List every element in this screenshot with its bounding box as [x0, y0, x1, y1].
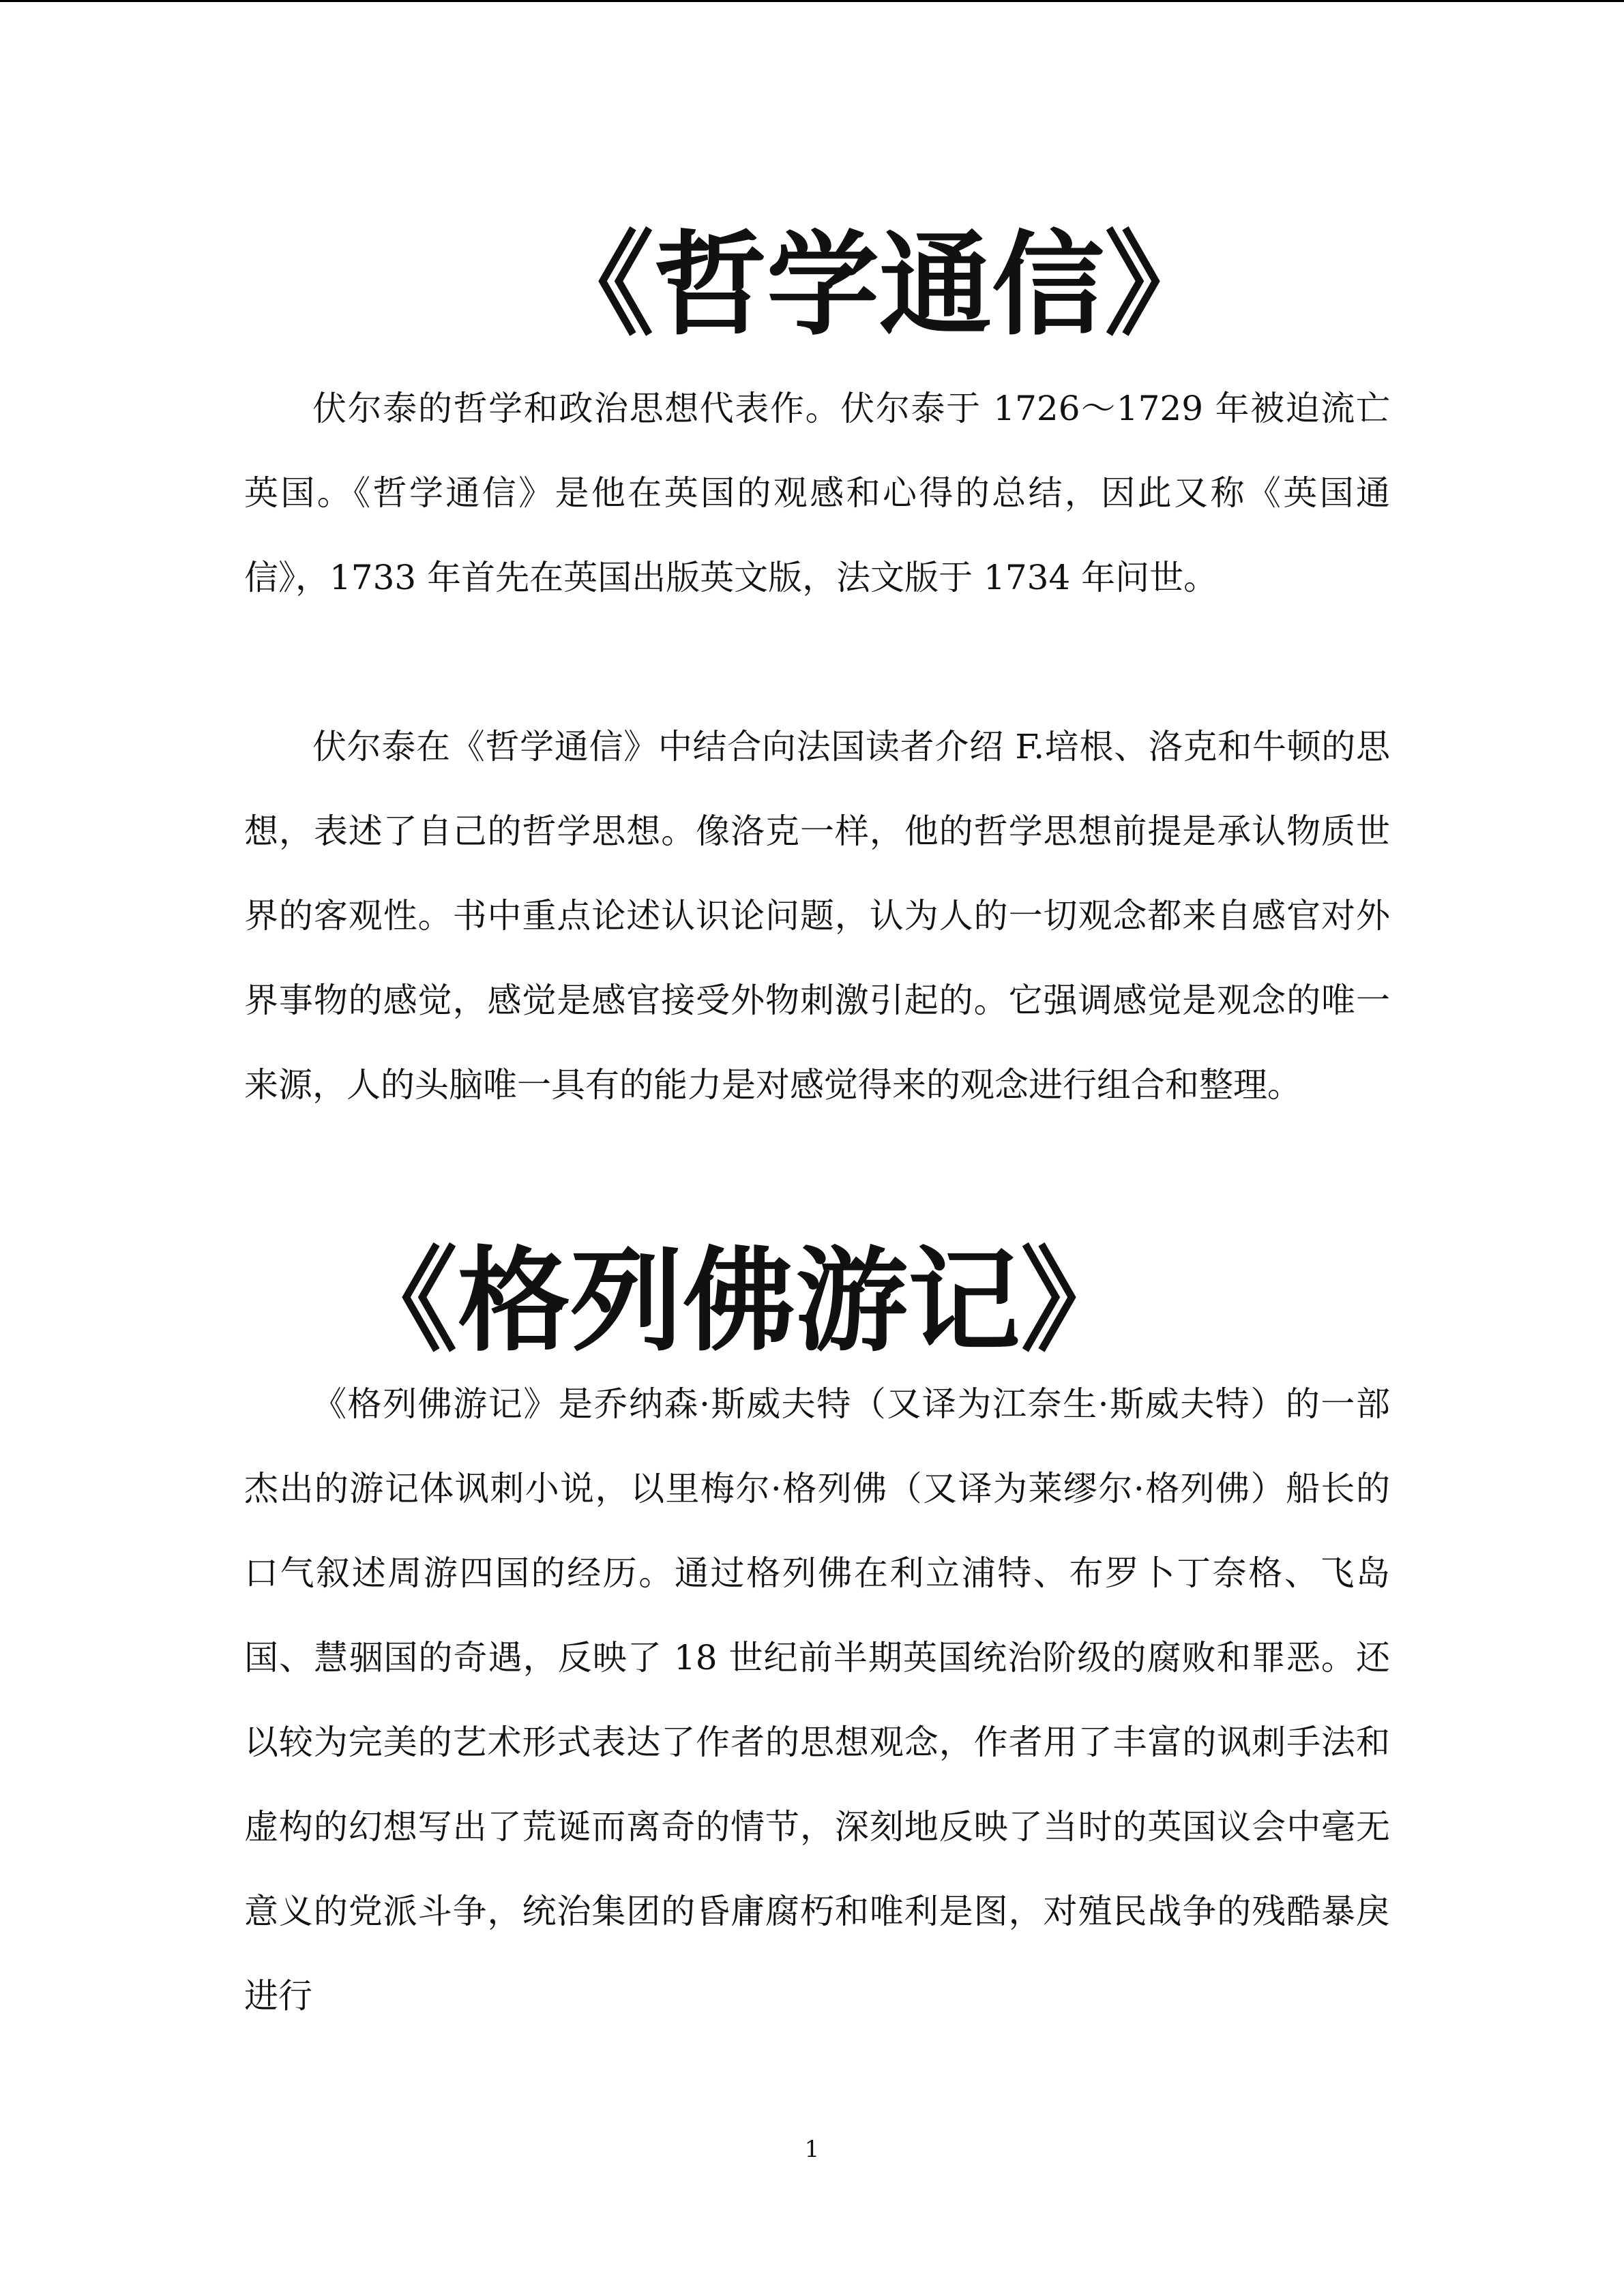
- section-heading-philosophical-letters: 《哲学通信》: [542, 220, 1217, 351]
- section-heading-gullivers-travels: 《格列佛游记》: [345, 1236, 1133, 1367]
- page-number: 1: [804, 2136, 820, 2163]
- paragraph-philosophical-letters-content: 伏尔泰在《哲学通信》中结合向法国读者介绍 F.培根、洛克和牛顿的思想，表述了自己的哲学思想。像洛克一样，他的哲学思想前提是承认物质世界的客观性。书中重点论述认识论问题，认为人的一切观念都来自感官对外界事物的感觉，感觉是感官接受外物刺激引起的。它强调感觉是观念的唯一来源，人的头脑唯一具有的能力是对感觉得来的观念进行组合和整理。: [244, 727, 1390, 1105]
- paragraph-philosophical-letters-intro: 伏尔泰的哲学和政治思想代表作。伏尔泰于 1726～1729 年被迫流亡英国。《哲学通信》是他在英国的观感和心得的总结，因此又称《英国通信》，1733 年首先在英国出版英文版，法文版于 1734 年问世。: [244, 389, 1390, 597]
- paragraph-gullivers-travels-intro: 《格列佛游记》是乔纳森·斯威夫特（又译为江奈生·斯威夫特）的一部杰出的游记体讽刺小说，以里梅尔·格列佛（又译为莱缪尔·格列佛）船长的口气叙述周游四国的经历。通过格列佛在利立浦特、布罗卜丁奈格、飞岛国、慧骃国的奇遇，反映了 18 世纪前半期英国统治阶级的腐败和罪恶。还以较为完美的艺术形式表达了作者的思想观念，作者用了丰富的讽刺手法和虚构的幻想写出了荒诞而离奇的情节，深刻地反映了当时的英国议会中毫无意义的党派斗争，统治集团的昏庸腐朽和唯利是图，对殖民战争的残酷暴戾进行: [244, 1384, 1390, 2016]
- top-border-line: [0, 0, 1624, 2]
